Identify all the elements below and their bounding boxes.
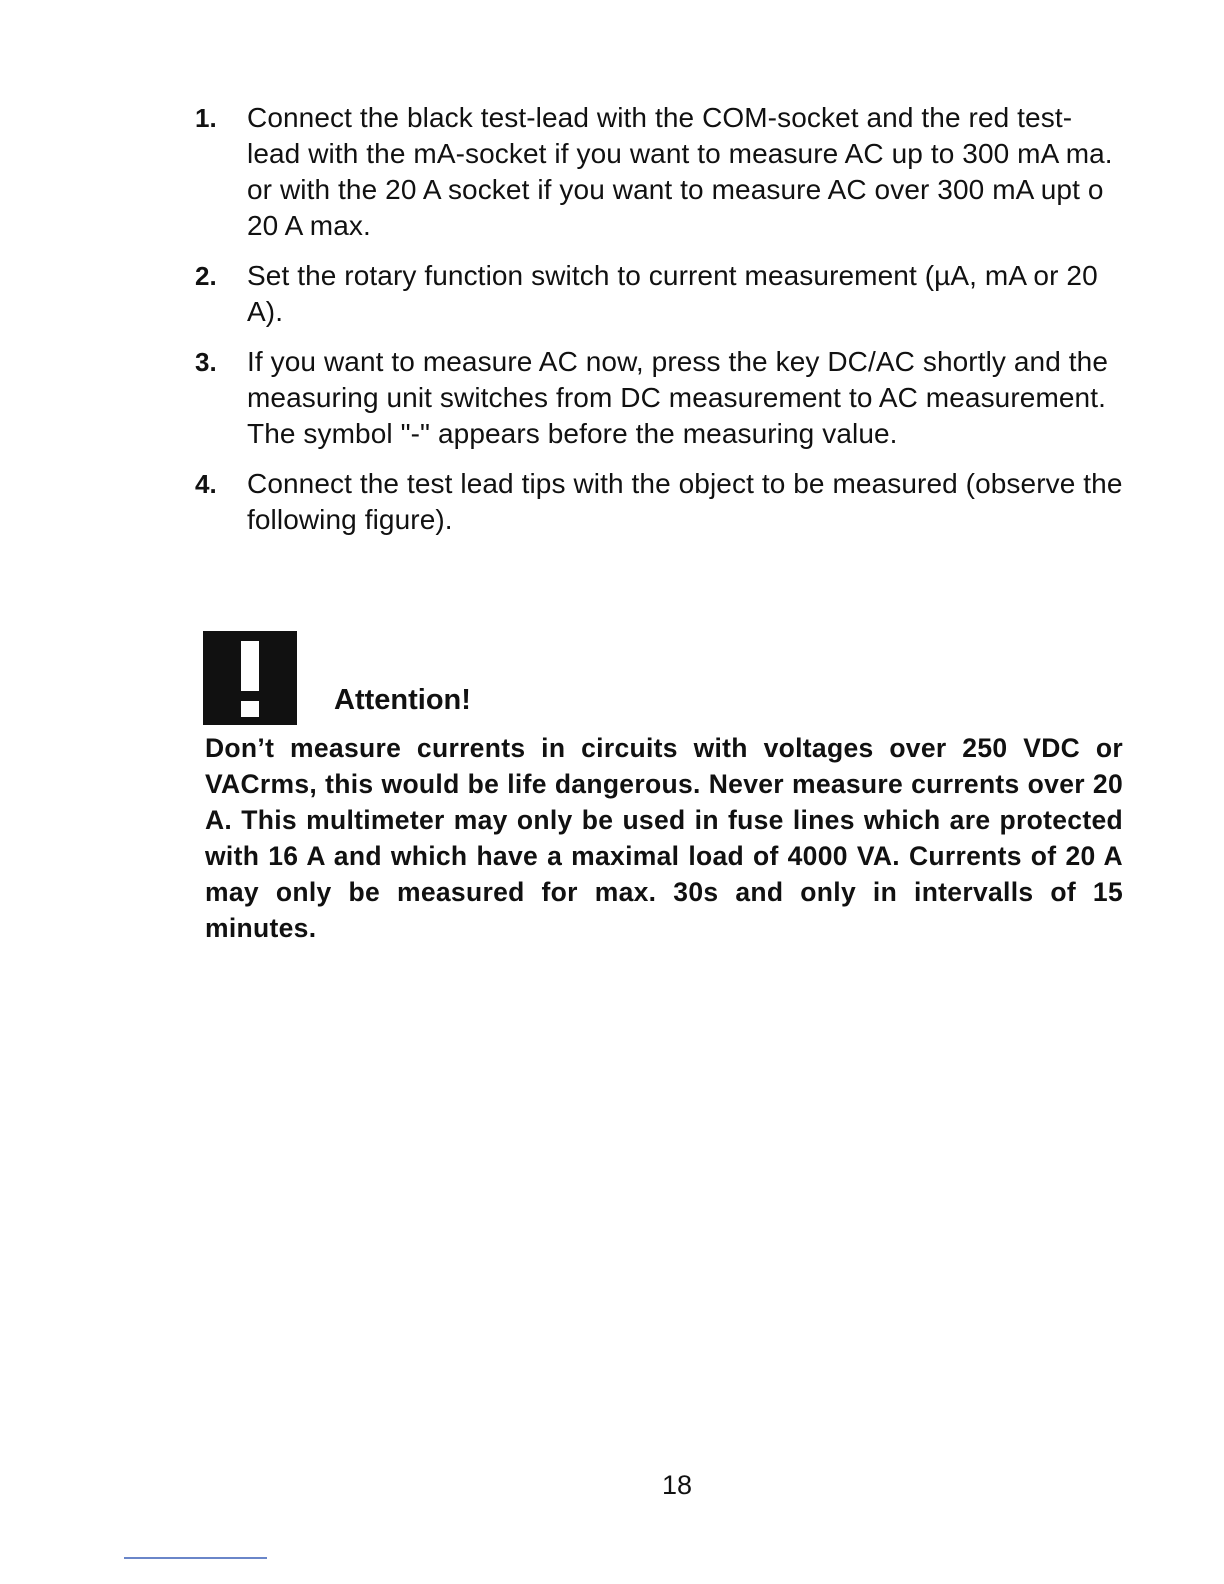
exclamation-warning-icon xyxy=(203,631,297,725)
step-text: Connect the test lead tips with the object to be measured (observe the following figure). xyxy=(247,468,1123,535)
step-item xyxy=(195,466,1125,538)
step-text: If you want to measure AC now, press the key DC/AC shortly and the measuring unit switches from DC measurement to AC measurement. The symbol "-" appears before the measuring value. xyxy=(247,346,1109,449)
step-item xyxy=(195,344,1125,452)
step-number: 1. xyxy=(195,103,217,133)
instruction-steps xyxy=(195,100,1125,552)
attention-warning-text: Don’t measure currents in circuits with voltages over 250 VDC or VACrms, this would be life dangerous. Never measure currents over 20 A. This multimeter may only be used in fuse lines which are protected with 16 A and which have a maximal load of 4000 VA. Currents of 20 A may only be measured for max. 30s and only in intervalls of 15 minutes. xyxy=(205,733,1123,943)
step-number: 4. xyxy=(195,469,217,499)
step-number: 3. xyxy=(195,347,217,377)
exclamation-dot xyxy=(241,701,259,717)
step-text: Set the rotary function switch to current measurement (µA, mA or 20 A). xyxy=(247,260,1098,327)
attention-heading: Attention! xyxy=(334,684,471,716)
step-number: 2. xyxy=(195,261,217,291)
bottom-divider xyxy=(124,1557,267,1559)
exclamation-bar xyxy=(241,641,259,691)
page-number: 18 xyxy=(661,1470,693,1500)
step-text: Connect the black test-lead with the COM-socket and the red test-lead with the mA-socket if you want to measure AC up to 300 mA ma. or with the 20 A socket if you want to measure AC over 300 mA upt o 20 A max. xyxy=(247,102,1113,241)
step-item xyxy=(195,100,1125,244)
step-item xyxy=(195,258,1125,330)
